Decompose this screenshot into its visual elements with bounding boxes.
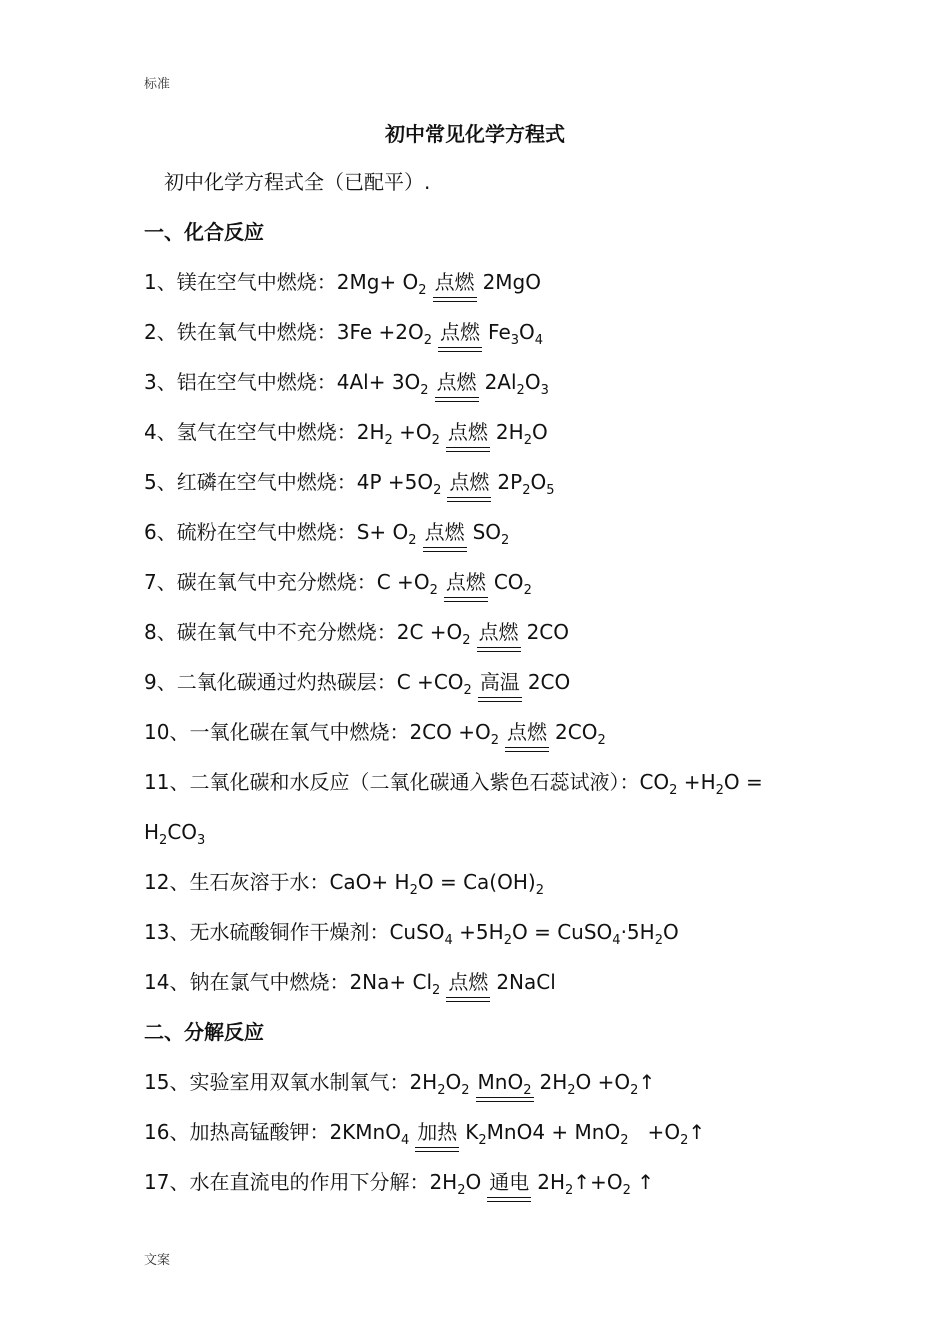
equation-4: 4、氢气在空气中燃烧：$2H_2 +O_2$ 点燃 $2H_2O$ <box>144 420 548 448</box>
condition-ignite: 点燃 <box>424 520 465 544</box>
equation-11-continued: $H_2CO_3$ <box>144 820 206 848</box>
equation-7: 7、碳在氧气中充分燃烧：$C +O_2$ 点燃 $CO_2$ <box>144 570 532 598</box>
equation-3: 3、铝在空气中燃烧：$4Al+ 3O_2$ 点燃 $2Al_2O_3$ <box>144 370 549 398</box>
page-footer: 文案 <box>144 1253 171 1268</box>
section-heading-decomposition: 二、分解反应 <box>144 1020 264 1044</box>
equation-5: 5、红磷在空气中燃烧：$4P +5O_2$ 点燃 $2P_2O_5$ <box>144 470 555 498</box>
condition-ignite: 点燃 <box>448 970 489 994</box>
equation-2: 2、铁在氧气中燃烧：$3Fe +2O_2$ 点燃 $Fe_3O_4$ <box>144 320 544 348</box>
equation-6: 6、硫粉在空气中燃烧：$S+ O_2$ 点燃 $SO_2$ <box>144 520 510 548</box>
equation-17: 17、水在直流电的作用下分解：$2H_2O$ 通电 $2H_2↑+O_2$ ↑ <box>144 1170 654 1198</box>
equation-13: 13、无水硫酸铜作干燥剂：CuSO$_4$ $+5H_2O$ = $CuSO_4\cdot 5H_2O$ <box>144 920 679 948</box>
condition-high-temp: 高温 <box>479 670 520 694</box>
condition-ignite: 点燃 <box>478 620 519 644</box>
condition-ignite: 点燃 <box>449 470 490 494</box>
equation-14: 14、钠在氯气中燃烧：$2Na+ Cl_2$ 点燃 2NaCl <box>144 970 556 998</box>
condition-ignite: 点燃 <box>447 420 488 444</box>
condition-electric: 通电 <box>489 1170 530 1194</box>
condition-ignite: 点燃 <box>507 720 548 744</box>
condition-ignite: 点燃 <box>434 270 475 294</box>
condition-mno2: MnO$_2$ <box>477 1070 532 1098</box>
equation-11: 11、二氧化碳和水反应（二氧化碳通入紫色石蕊试液）：$CO_2 +H_2O$ = <box>144 770 763 798</box>
equation-8: 8、碳在氧气中不充分燃烧：$2C +O_2$ 点燃 2CO <box>144 620 569 648</box>
condition-ignite: 点燃 <box>445 570 486 594</box>
condition-ignite: 点燃 <box>436 370 477 394</box>
section-heading-combination: 一、化合反应 <box>144 220 264 244</box>
page-header: 标准 <box>144 77 171 92</box>
equation-9: 9、二氧化碳通过灼热碳层：$C +CO_2$ 高温 2CO <box>144 670 571 698</box>
equation-15: 15、实验室用双氧水制氧气：$2H_2O_2$ MnO$_2$ $2H_2O$ $+O_2↑$ <box>144 1070 656 1098</box>
condition-heat: 加热 <box>417 1120 458 1144</box>
page-title: 初中常见化学方程式 <box>385 122 565 146</box>
condition-ignite: 点燃 <box>440 320 481 344</box>
equation-10: 10、一氧化碳在氧气中燃烧：$2CO +O_2$ 点燃 $2CO_2$ <box>144 720 606 748</box>
equation-16: 16、加热高锰酸钾：2KMnO$_4$ 加热 $K_2MnO4 + MnO_2$ $+O_2↑$ <box>144 1120 706 1148</box>
equation-1: 1、镁在空气中燃烧：$2Mg+ O_2$ 点燃 2MgO <box>144 270 541 298</box>
equation-12: 12、生石灰溶于水：$CaO+ H_2O = Ca(OH)_2$ <box>144 870 544 898</box>
intro-text: 初中化学方程式全（已配平）. <box>164 170 431 194</box>
